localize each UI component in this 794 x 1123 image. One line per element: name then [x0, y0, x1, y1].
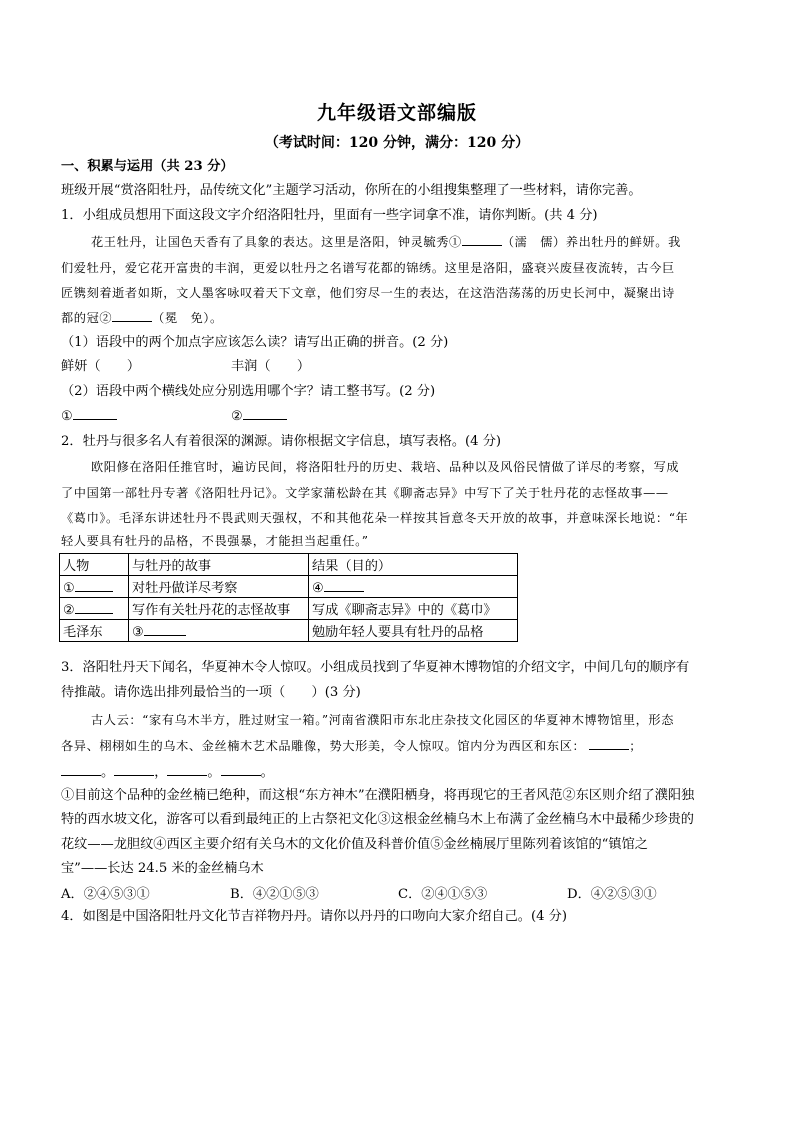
q3-blank[interactable]: [221, 762, 261, 776]
q3-blanks: 。 ， 。 。: [61, 762, 733, 783]
q1-passage-text: 花王牡丹，让国色天香有了具象的表达。这里是洛阳，钟灵毓秀①: [91, 235, 462, 249]
q3-blank[interactable]: [114, 762, 154, 776]
q3-sentence: 宝”——长达 24.5 米的金丝楠乌木: [61, 861, 264, 876]
table-cell: 勉励年轻人要具有牡丹的品格: [309, 620, 518, 642]
q3-passage-line: 各异、栩栩如生的乌木、金丝楠木艺术品雕像，势大形美，令人惊叹。馆内分为西区和东区： ；: [61, 736, 733, 756]
q3-stem: 待推敲。请你选出排列最恰当的一项（ ）(3 分): [61, 685, 361, 700]
table-row: [60, 598, 518, 620]
option-d[interactable]: D．④②⑤③①: [567, 887, 657, 902]
table-cell: 写成《聊斋志异》中的《葛巾》: [309, 598, 518, 620]
q3-blank[interactable]: [589, 736, 629, 750]
q1-passage-line: [91, 232, 731, 252]
table-cell: 毛泽东: [60, 620, 129, 642]
q2-table: [59, 553, 518, 642]
q3-sentence: 花纹——龙胆纹④西区主要介绍有关乌木的文化价值及科普价值⑤金丝楠展厅里陈列着该馆的“镇馆之: [61, 837, 648, 852]
table-cell[interactable]: ①: [60, 576, 129, 598]
table-header-row: [60, 554, 518, 576]
exam-title: 九年级语文部编版: [316, 102, 477, 124]
q1-blank-1[interactable]: [462, 232, 502, 246]
q1-passage-line: 匠镌刻着逝者如斯，文人墨客咏叹着天下文章，他们穷尽一生的表达，在这浩浩荡荡的历史长河中，凝聚出诗: [61, 286, 675, 300]
table-cell[interactable]: ③: [129, 620, 309, 642]
answer-2-label: ②: [231, 409, 243, 424]
answer-1-blank[interactable]: [73, 406, 117, 420]
answer-xianyan[interactable]: 鲜妍（ ）: [61, 359, 141, 374]
q3-sentence: ①目前这个品种的金丝楠已绝种，而这根“东方神木”在濮阳栖身，将再现它的王者风范②东区则介绍了濮阳独: [61, 788, 695, 803]
option-a[interactable]: A．②④⑤③①: [61, 887, 150, 902]
q2-stem: 2．牡丹与很多名人有着很深的渊源。请你根据文字信息，填写表格。(4 分): [61, 434, 502, 449]
q1-passage-line: [61, 308, 733, 328]
q3-passage-line: 古人云：“家有乌木半方，胜过财宝一箱。”河南省濮阳市东北庄杂技文化园区的华夏神木博物馆里，形态: [91, 713, 674, 727]
table-header: 人物: [60, 554, 129, 576]
table-row: [60, 576, 518, 598]
q2-passage-line: 轻人要具有牡丹的品格，不畏强暴，才能担当起重任。”: [61, 534, 369, 548]
answer-fengrun[interactable]: 丰润（ ）: [231, 359, 311, 374]
q2-passage-line: 了中国第一部牡丹专著《洛阳牡丹记》。文学家蒲松龄在其《聊斋志异》中写下了关于牡丹花的志怪故事——: [61, 486, 669, 500]
q1-passage-text: （濡 儒）养出牡丹的鲜妍。我: [501, 235, 681, 249]
table-header: 结果（目的）: [309, 554, 518, 576]
table-cell[interactable]: ④: [309, 576, 518, 598]
q3-sentence: 特的西水坡文化，游客可以看到最纯正的上古祭祀文化③这根金丝楠乌木上布满了金丝楠乌木中最稀少珍贵的: [61, 812, 694, 827]
table-cell[interactable]: ②: [60, 598, 129, 620]
q4-stem: 4．如图是中国洛阳牡丹文化节吉祥物丹丹。请你以丹丹的口吻向大家介绍自己。(4 分): [61, 909, 568, 924]
q1-passage-text: （冕 免）。: [152, 311, 223, 325]
q3-blank[interactable]: [61, 762, 101, 776]
q1-blank-2[interactable]: [112, 308, 152, 322]
table-header: 与牡丹的故事: [129, 554, 309, 576]
section-intro: 班级开展“赏洛阳牡丹，品传统文化”主题学习活动，你所在的小组搜集整理了一些材料，请你完善。: [61, 183, 642, 198]
q3-stem: 3．洛阳牡丹天下闻名，华夏神木令人惊叹。小组成员找到了华夏神木博物馆的介绍文字，中间几句的顺序有: [61, 660, 690, 675]
q1-sub2-answers: [61, 406, 733, 427]
q2-passage-line: 《葛巾》。毛泽东讲述牡丹不畏武则天强权，不和其他花朵一样按其旨意冬天开放的故事，并意味深长地说：“年: [61, 511, 689, 525]
q2-passage-line: 欧阳修在洛阳任推官时，遍访民间，将洛阳牡丹的历史、栽培、品种以及风俗民情做了详尽的考察，写成: [91, 460, 680, 474]
q1-passage-text: 都的冠②: [61, 311, 113, 325]
section-heading: 一、积累与运用（共 23 分）: [61, 159, 234, 174]
option-b[interactable]: B．④②①⑤③: [230, 887, 319, 902]
q1-passage-line: 们爱牡丹，爱它花开富贵的丰润，更爱以牡丹之名谱写花都的锦绣。这里是洛阳，盛衰兴废昼夜流转，古今巨: [61, 261, 675, 275]
answer-2-blank[interactable]: [243, 406, 287, 420]
q1-stem: 1．小组成员想用下面这段文字介绍洛阳牡丹，里面有一些字词拿不准，请你判断。(共 4 分): [61, 208, 598, 223]
table-cell: 对牡丹做详尽考察: [129, 576, 309, 598]
option-c[interactable]: C．②④①⑤③: [398, 887, 488, 902]
table-row: [60, 620, 518, 642]
table-cell: 写作有关牡丹花的志怪故事: [129, 598, 309, 620]
q1-sub2: （2）语段中两个横线处应分别选用哪个字？请工整书写。(2 分): [61, 384, 436, 399]
exam-subtitle: （考试时间：120 分钟，满分：120 分）: [264, 135, 530, 151]
q3-passage-text: 各异、栩栩如生的乌木、金丝楠木艺术品雕像，势大形美，令人惊叹。馆内分为西区和东区：: [61, 739, 586, 753]
q1-sub1-answers: [61, 357, 733, 377]
answer-1-label: ①: [61, 409, 73, 424]
q1-sub1: （1）语段中的两个加点字应该怎么读？请写出正确的拼音。(2 分): [61, 335, 449, 350]
q3-blank[interactable]: [167, 762, 207, 776]
